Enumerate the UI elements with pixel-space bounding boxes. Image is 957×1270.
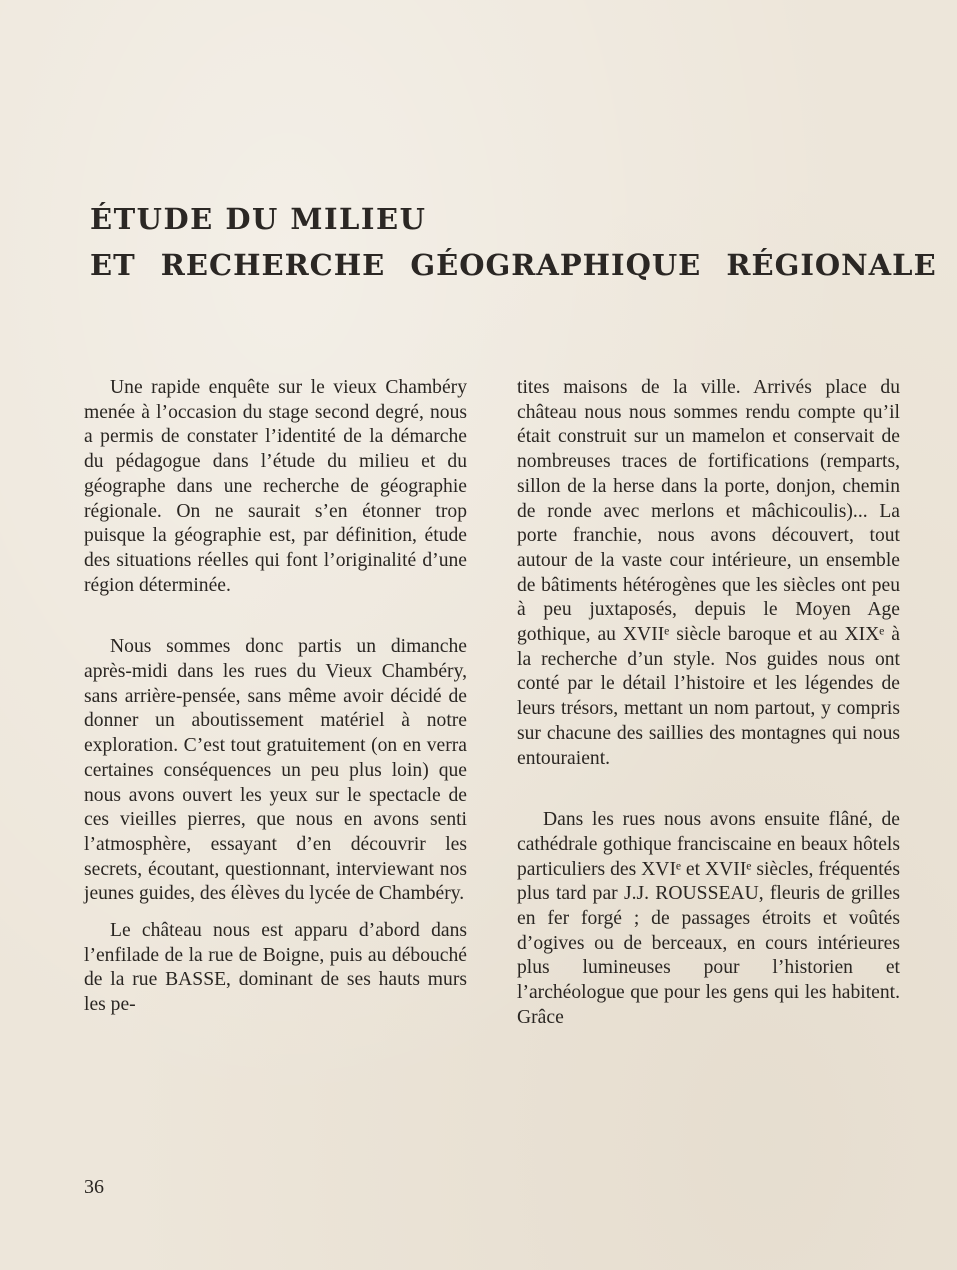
left-paragraph-2: Nous sommes donc partis un dimanche après-midi dans les rues du Vieux Chambéry, sans arrière-pensée, sans même avoir décidé de donner un aboutissement matériel à notre exploration. C’est tout gratuitement (on en verra certaines conséquences un peu plus loin) que nous avons ouvert les yeux sur le spectacle de ces vieilles pierres, que nous en avons senti l’atmosphère, essayant d’en découvrir les secrets, écoutant, questionnant, interviewant nos jeunes guides, des élèves du lycée de Chambéry.	[84, 636, 467, 905]
right-column	[517, 376, 900, 1031]
page-number: 36	[84, 1176, 104, 1198]
right-paragraph-1: tites maisons de la ville. Arrivés place du château nous nous sommes rendu compte qu’il était construit sur un mamelon et conservait de nombreuses traces de fortifications (remparts, sillon de la herse dans la porte, donjon, chemin de ronde avec merlons et mâchicoulis)... La porte franchie, nous avons découvert, tout autour de la vaste cour intérieure, un ensemble de bâtiments hétérogènes que les siècles ont peu à peu juxtaposés, depuis le Moyen Age gothique, au XVIIᵉ siècle baroque et au XIXᵉ à la recherche d’un style. Nos guides nous ont conté par le détail l’histoire et les légendes de leurs trésors, mettant un nom partout, y compris sur chacune des saillies des montagnes qui nous entouraient.	[517, 377, 900, 769]
title-line-2: ET RECHERCHE GÉOGRAPHIQUE RÉGIONALE	[90, 248, 937, 282]
left-column	[84, 376, 467, 1018]
right-paragraph-2: Dans les rues nous avons ensuite flâné, de cathédrale gothique franciscaine en beaux hôtels particuliers des XVIᵉ et XVIIᵉ siècles, fréquentés plus tard par J.J. ROUSSEAU, fleuris de grilles en fer forgé ; de passages étroits et voûtés d’ogives ou de berceaux, en cours intérieures plus lumineuses pour l’historien et l’archéologue que pour les gens qui les habitent. Grâce	[517, 809, 900, 1028]
left-paragraph-1: Une rapide enquête sur le vieux Chambéry menée à l’occasion du stage second degré, nous a permis de constater l’identité de la démarche du pédagogue dans l’étude du milieu et du géographe dans une recherche de géographie régionale. On ne saurait s’en étonner trop puisque la géographie est, par définition, étude des situations réelles qui font l’originalité d’une région déterminée.	[84, 377, 467, 596]
left-paragraph-3: Le château nous est apparu d’abord dans l’enfilade de la rue de Boigne, puis au débouché de la rue BASSE, dominant de ses hauts murs les pe-	[84, 920, 467, 1016]
title-line-1: ÉTUDE DU MILIEU	[90, 202, 427, 236]
article-title	[90, 196, 937, 288]
